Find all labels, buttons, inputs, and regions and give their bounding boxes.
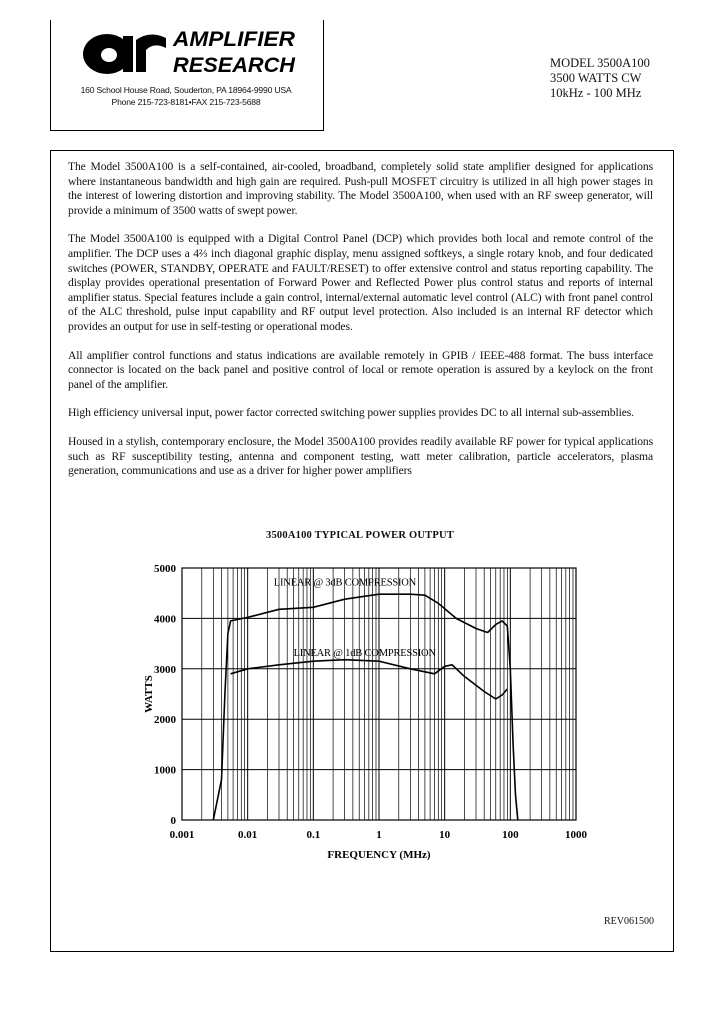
x-tick-label: 0.1 (306, 829, 321, 841)
x-tick-label: 1000 (565, 829, 587, 841)
model-range: 10kHz - 100 MHz (550, 86, 642, 100)
revision-label: REV061500 (604, 916, 654, 927)
y-tick-label: 2000 (154, 714, 176, 727)
chart-title: 3500A100 TYPICAL POWER OUTPUT (266, 530, 454, 541)
y-axis-label: WATTS (143, 675, 155, 713)
y-tick-label: 0 (170, 815, 176, 827)
series-line (213, 594, 518, 820)
x-tick-label: 10 (439, 829, 451, 841)
company-phone: Phone 215-723-8181•FAX 215-723-5688 (111, 97, 261, 107)
model-power: 3500 WATTS CW (550, 71, 642, 85)
paragraph: The Model 3500A100 is a self-contained, air-cooled, broadband, completely solid state amplifier designed for applications where instantaneous bandwidth and high gain are required. Push-pull MOSFET circuitry is utilized in all high power stages in the interest of lowering distortion and improving stability. The Model 3500A100, when used with an RF sweep generator, will provide a minimum of 3500 watts of swept power. (68, 160, 653, 217)
x-tick-label: 1 (376, 829, 382, 841)
paragraph: All amplifier control functions and status indications are available remotely in GPIB / IEEE-488 format. The buss interface connector is located on the back panel and positive control of local or remote operation is assured by a keylock on the front panel of the amplifier. (68, 348, 653, 391)
paragraph: Housed in a stylish, contemporary enclosure, the Model 3500A100 provides readily available RF power for typical applications such as RF susceptibility testing, antenna and component testing, watt meter calibration, particle accelerators, plasma generation, communications and use as a driver for higher power amplifiers (68, 434, 653, 478)
y-tick-label: 5000 (154, 563, 176, 575)
company-address: 160 School House Road, Souderton, PA 18964-9990 USA (80, 85, 292, 95)
x-axis-label: FREQUENCY (MHz) (327, 849, 431, 861)
x-tick-label: 0.01 (238, 829, 258, 841)
x-tick-label: 0.001 (169, 829, 195, 841)
company-name-line1: AMPLIFIER (171, 28, 296, 51)
model-name: MODEL 3500A100 (550, 56, 650, 70)
paragraph: The Model 3500A100 is equipped with a Digital Control Panel (DCP) which provides both local and remote control of the amplifier. The DCP uses a 4⅔ inch diagonal graphic display, menu assigned softkeys, a single rotary knob, and four dedicated switches (POWER, STANDBY, OPERATE and FAULT/RESET) to offer extensive control and status reporting capability. The display provides operational presentation of Forward Power and Reflected Power plus control status and reports of internal amplifier status. Special features include a gain control, internal/external automatic level control (ALC) with front panel control of the ALC threshold, pulse input capability and RF output level protection. Also included is an internal RF detector which provides an output for use in self-testing or operational modes. (68, 232, 653, 333)
series-label: LINEAR @ 1dB COMPRESSION (293, 648, 436, 660)
y-tick-label: 4000 (154, 613, 176, 626)
y-tick-label: 3000 (154, 663, 176, 676)
x-tick-label: 100 (502, 829, 519, 841)
series-label: LINEAR @ 3dB COMPRESSION (273, 577, 417, 589)
company-name-line2: RESEARCH (173, 54, 296, 77)
paragraph: High efficiency universal input, power factor corrected switching power supplies provides DC to all internal sub-assemblies. (68, 406, 634, 420)
y-tick-label: 1000 (154, 764, 176, 777)
